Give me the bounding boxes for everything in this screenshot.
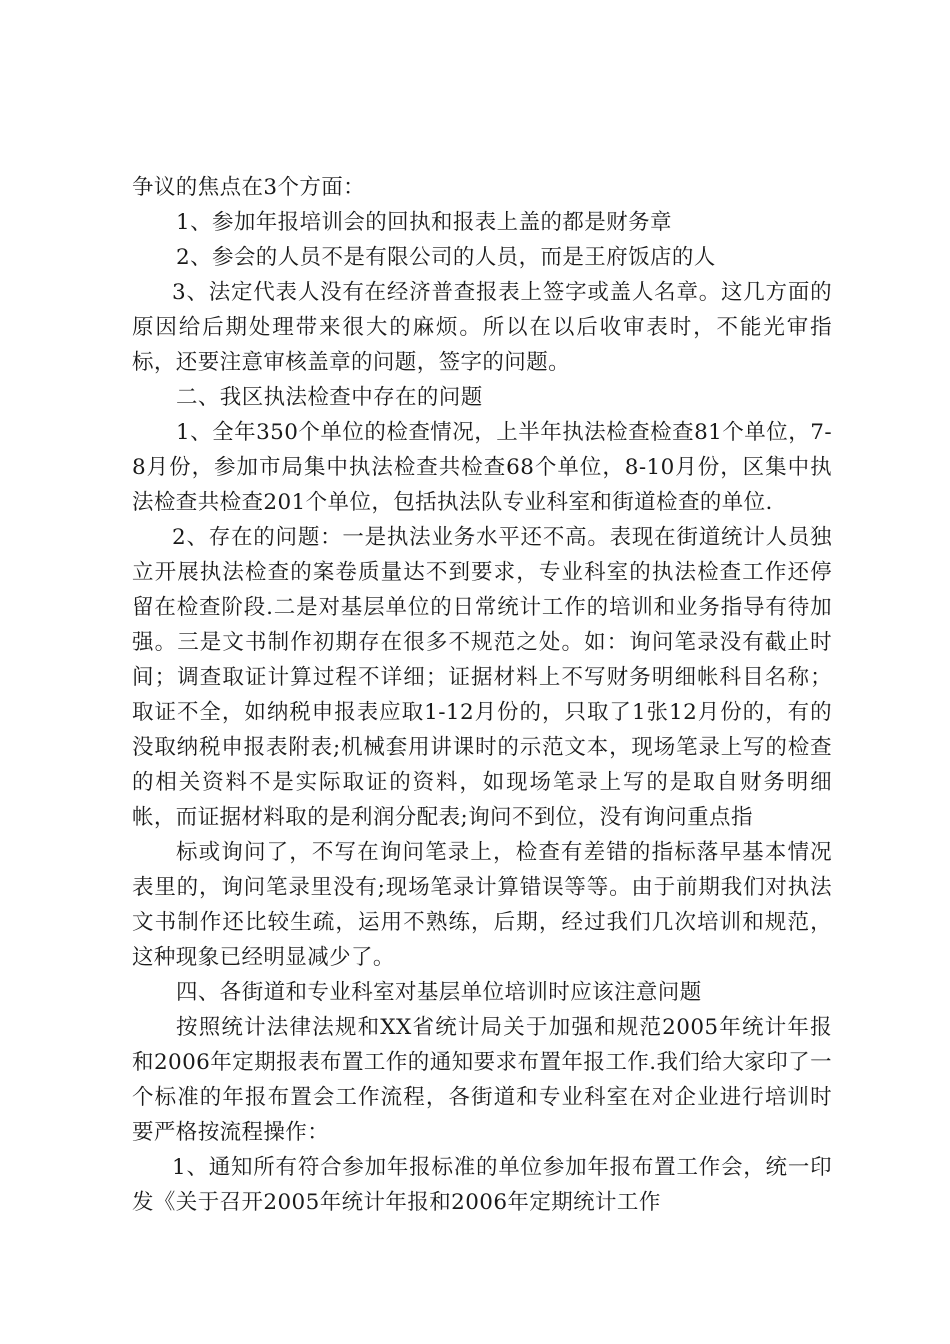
- paragraph-point-2: 2、参会的人员不是有限公司的人员，而是王府饭店的人: [176, 245, 716, 270]
- paragraph-problems-continued: 标或询问了，不写在询问笔录上，检查有差错的指标落早基本情况表里的，询问笔录里没有;现场笔录计算错误等等。由于前期我们对执法文书制作还比较生疏，运用不熟练，后期，经过我们几次培训和规范，这种现象已经明显减少了。: [132, 840, 832, 970]
- paragraph-point-1: 1、参加年报培训会的回执和报表上盖的都是财务章: [176, 210, 672, 235]
- paragraph-training-requirements: 按照统计法律法规和XX省统计局关于加强和规范2005年统计年报和2006年定期报表布置工作的通知要求布置年报工作.我们给大家印了一个标准的年报布置会工作流程，各街道和专业科室在对企业进行培训时要严格按流程操作：: [132, 1015, 832, 1145]
- paragraph-dispute-focus: 争议的焦点在3个方面：: [132, 175, 366, 200]
- paragraph-inspection-stats: 1、全年350个单位的检查情况，上半年执法检查检查81个单位，7-8月份，参加市局集中执法检查共检查68个单位，8-10月份，区集中执法检查共检查201个单位，包括执法队专业科室和街道检查的单位.: [132, 420, 832, 515]
- section-heading-2: 二、我区执法检查中存在的问题: [176, 385, 483, 410]
- paragraph-point-3: 3、法定代表人没有在经济普查报表上签字或盖人名章。这几方面的原因给后期处理带来很大的麻烦。所以在以后收审表时，不能光审指标，还要注意审核盖章的问题，签字的问题。: [132, 280, 832, 375]
- paragraph-problems: 2、存在的问题：一是执法业务水平还不高。表现在街道统计人员独立开展执法检查的案卷质量达不到要求，专业科室的执法检查工作还停留在检查阶段.二是对基层单位的日常统计工作的培训和业务指导有待加强。三是文书制作初期存在很多不规范之处。如：询问笔录没有截止时间；调查取证计算过程不详细；证据材料上不写财务明细帐科目名称；取证不全，如纳税申报表应取1-12月份的，只取了1张12月份的，有的没取纳税申报表附表;机械套用讲课时的示范文本，现场笔录上写的检查的相关资料不是实际取证的资料，如现场笔录上写的是取自财务明细帐，而证据材料取的是利润分配表;询问不到位，没有询问重点指: [132, 525, 832, 830]
- paragraph-notify-units: 1、通知所有符合参加年报标准的单位参加年报布置工作会，统一印发《关于召开2005年统计年报和2006年定期统计工作: [132, 1155, 832, 1215]
- section-heading-4: 四、各街道和专业科室对基层单位培训时应该注意问题: [176, 980, 702, 1005]
